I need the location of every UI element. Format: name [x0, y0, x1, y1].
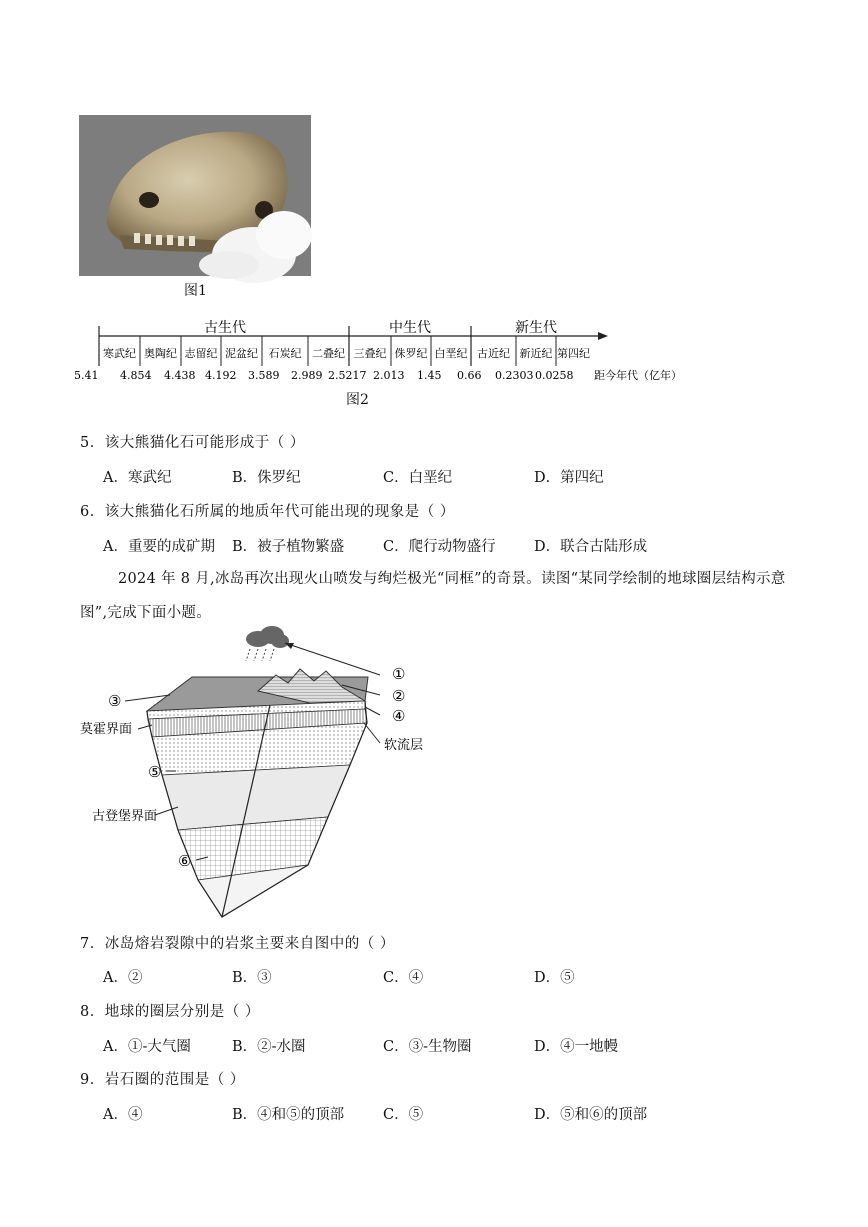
- label-1: ①: [392, 665, 406, 683]
- q6-option-c[interactable]: C．爬行动物盛行: [383, 539, 496, 555]
- q9-option-d[interactable]: D．⑤和⑥的顶部: [534, 1107, 648, 1123]
- period-label: 古近纪: [477, 347, 510, 360]
- label-5: ⑤: [148, 763, 162, 781]
- cloud-rain-icon: [246, 626, 289, 661]
- age-label: 5.41: [74, 369, 99, 382]
- q8-option-d[interactable]: D．④一地幔: [534, 1039, 619, 1055]
- figure1-caption: 图1: [184, 283, 207, 299]
- q8-option-a[interactable]: A．①-大气圈: [103, 1039, 191, 1055]
- label-asthenosphere: 软流层: [384, 738, 424, 753]
- age-label: 0.2303: [495, 369, 534, 382]
- q8-option-b[interactable]: B．②-水圈: [232, 1039, 306, 1055]
- age-label: 2.989: [291, 369, 323, 382]
- label-3: ③: [108, 692, 122, 710]
- q6-option-b[interactable]: B．被子植物繁盛: [232, 539, 345, 555]
- earth-layer-diagram: [80, 625, 460, 925]
- question-8-stem: 8．地球的圈层分别是（ ）: [80, 1004, 260, 1020]
- q9-option-a[interactable]: A．④: [103, 1107, 143, 1123]
- q9-option-b[interactable]: B．④和⑤的顶部: [232, 1107, 345, 1123]
- era-cenozoic: 新生代: [515, 320, 557, 336]
- period-label: 侏罗纪: [394, 347, 428, 360]
- age-label: 0.0258: [535, 369, 574, 382]
- q7-option-b[interactable]: B．③: [232, 970, 272, 986]
- q8-option-c[interactable]: C．③-生物圈: [383, 1039, 472, 1055]
- q5-option-d[interactable]: D．第四纪: [534, 470, 604, 486]
- q5-option-c[interactable]: C．白垩纪: [383, 470, 453, 486]
- era-paleozoic: 古生代: [204, 320, 246, 336]
- q7-option-a[interactable]: A．②: [103, 970, 143, 986]
- era-mesozoic: 中生代: [389, 320, 431, 336]
- passage-line-1: 2024 年 8 月,冰岛再次出现火山喷发与绚烂极光“同框”的奇景。读图“某同学绘制的地球圈层结构示意: [118, 571, 786, 587]
- q7-option-d[interactable]: D．⑤: [534, 970, 575, 986]
- question-5-stem: 5．该大熊猫化石可能形成于（ ）: [80, 435, 305, 451]
- age-label: 2.5217: [328, 369, 367, 382]
- period-label: 志留纪: [184, 347, 218, 360]
- period-label: 新近纪: [519, 347, 553, 360]
- label-gutenberg: 古登堡界面: [92, 809, 158, 824]
- passage-line-2: 图”,完成下面小题。: [80, 605, 212, 621]
- period-label: 奥陶纪: [144, 347, 177, 360]
- label-4: ④: [392, 707, 406, 725]
- fossil-skull-icon: [79, 115, 311, 276]
- age-label: 2.013: [373, 369, 405, 382]
- period-label: 石炭纪: [268, 347, 302, 360]
- figure2-caption: 图2: [346, 392, 369, 408]
- q6-option-a[interactable]: A．重要的成矿期: [103, 539, 215, 555]
- age-label: 3.589: [248, 369, 280, 382]
- period-label: 寒武纪: [103, 347, 136, 360]
- label-2: ②: [392, 687, 406, 705]
- period-label: 三叠纪: [353, 347, 387, 360]
- q6-option-d[interactable]: D．联合古陆形成: [534, 539, 648, 555]
- q7-option-c[interactable]: C．④: [383, 970, 424, 986]
- age-label: 1.45: [417, 369, 442, 382]
- timeline-axis-label: 距今年代（亿年）: [594, 369, 682, 382]
- period-label: 第四纪: [557, 347, 590, 360]
- question-7-stem: 7．冰岛熔岩裂隙中的岩浆主要来自图中的（ ）: [80, 936, 395, 952]
- age-label: 4.192: [205, 369, 237, 382]
- q9-option-c[interactable]: C．⑤: [383, 1107, 424, 1123]
- period-label: 泥盆纪: [225, 347, 258, 360]
- period-label: 二叠纪: [312, 347, 345, 360]
- label-6: ⑥: [178, 852, 192, 870]
- period-label: 白垩纪: [434, 347, 468, 360]
- question-9-stem: 9．岩石圈的范围是（ ）: [80, 1072, 245, 1088]
- panda-fossil-photo: [79, 115, 311, 276]
- q5-option-a[interactable]: A．寒武纪: [103, 470, 172, 486]
- question-6-stem: 6．该大熊猫化石所属的地质年代可能出现的现象是（ ）: [80, 504, 455, 520]
- geologic-timeline: [74, 318, 700, 388]
- age-label: 4.854: [120, 369, 152, 382]
- age-label: 4.438: [164, 369, 196, 382]
- q5-option-b[interactable]: B．侏罗纪: [232, 470, 301, 486]
- age-label: 0.66: [457, 369, 482, 382]
- label-moho: 莫霍界面: [80, 722, 133, 737]
